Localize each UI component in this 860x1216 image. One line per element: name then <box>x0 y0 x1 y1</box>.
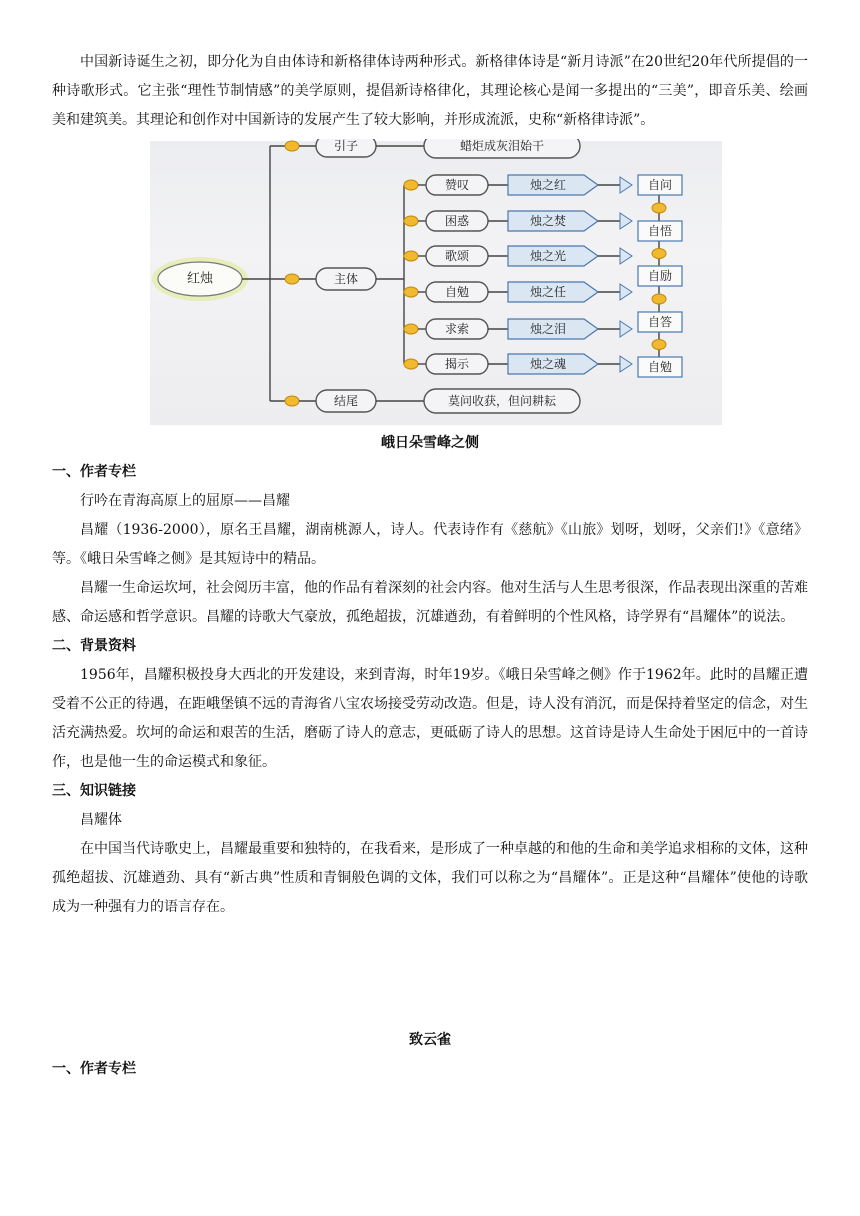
row-dot <box>404 359 418 369</box>
intro-paragraph: 中国新诗诞生之初，即分化为自由体诗和新格律体诗两种形式。新格律体诗是“新月诗派”在20世纪20年代所提倡的一种诗歌形式。它主张“理性节制情感”的美学原则，提倡新诗格律化，其理论核心是闻一多提出的“三美”，即音乐美、绘画美和建筑美。其理论和创作对中国新诗的发展产生了较大影响，并形成流派，史称“新格律诗派”。 <box>52 54 808 128</box>
arrow-head <box>620 213 632 229</box>
arrow-head <box>620 356 632 372</box>
chain-dot <box>652 203 666 213</box>
row-dot <box>404 180 418 190</box>
chain-label-3: 自答 <box>647 315 673 329</box>
row-dot <box>404 216 418 226</box>
red-candle-mindmap <box>52 139 808 427</box>
verb-label-4: 求索 <box>444 322 470 336</box>
background-paragraph: 1956年，昌耀积极投身大西北的开发建设，来到青海，时年19岁。《峨日朵雪峰之侧》作于1962年。此时的昌耀正遭受着不公正的待遇，在距峨堡镇不远的青海省八宝农场接受劳动改造。但是，诗人没有消沉，而是保持着坚定的信念，对生活充满热爱。坎坷的命运和艰苦的生活，磨砺了诗人的意志，更砥砺了诗人的思想。这首诗是诗人生命处于困厄中的一首诗作，也是他一生的命运模式和象征。 <box>52 667 808 770</box>
heading-author-2: 一、作者专栏 <box>52 1061 136 1077</box>
branch-dot <box>285 396 299 406</box>
arrow-head <box>620 284 632 300</box>
chain-dot <box>652 340 666 350</box>
chain-dot <box>652 249 666 259</box>
verb-label-1: 困惑 <box>444 214 470 228</box>
branch-label-2: 结尾 <box>333 394 359 408</box>
arrow-head <box>620 248 632 264</box>
chain-dot <box>652 294 666 304</box>
author-subtitle: 行吟在青海高原上的屈原——昌耀 <box>80 493 290 509</box>
chain-label-4: 自勉 <box>647 360 673 374</box>
author-paragraph-2: 昌耀一生命运坎坷，社会阅历丰富，他的作品有着深刻的社会内容。他对生活与人生思考很深，作品表现出深重的苦难感、命运感和哲学意识。昌耀的诗歌大气豪放，孤绝超拔，沉雄遒劲，有着鲜明的个性风格，诗学界有“昌耀体”的说法。 <box>52 580 808 625</box>
heading-background: 二、背景资料 <box>52 638 136 654</box>
root-label: 红烛 <box>186 271 214 287</box>
verb-label-3: 自勉 <box>444 285 470 299</box>
candle-label-5: 烛之魂 <box>529 357 567 371</box>
knowledge-paragraph: 在中国当代诗歌史上，昌耀最重要和独特的，在我看来，是形成了一种卓越的和他的生命和美学追求相称的文体，这种孤绝超拔、沉雄遒劲、具有“新古典”性质和青铜般色调的文体，我们可以称之为“昌耀体”。正是这种“昌耀体”使他的诗歌成为一种强有力的语言存在。 <box>52 841 808 915</box>
page-gap <box>52 922 808 1026</box>
knowledge-subtitle: 昌耀体 <box>80 812 122 828</box>
candle-label-3: 烛之任 <box>529 285 567 299</box>
row-dot <box>404 324 418 334</box>
candle-label-0: 烛之红 <box>529 178 567 192</box>
candle-label-1: 烛之焚 <box>529 214 567 228</box>
chain-label-0: 自问 <box>647 178 673 192</box>
heading-author-1: 一、作者专栏 <box>52 464 136 480</box>
verb-label-2: 歌颂 <box>444 249 470 263</box>
branch-dot <box>285 274 299 284</box>
mindmap-svg <box>52 139 808 427</box>
author-paragraph-1: 昌耀（1936-2000），原名王昌耀，湖南桃源人，诗人。代表诗作有《慈航》《山旅》划呀，划呀，父亲们!》《意绪》等。《峨日朵雪峰之侧》是其短诗中的精品。 <box>52 522 808 567</box>
heading-knowledge-link: 三、知识链接 <box>52 783 136 799</box>
candle-label-2: 烛之光 <box>529 249 567 263</box>
poem-title-1: 峨日朵雪峰之侧 <box>381 435 479 451</box>
document-page <box>52 48 808 1084</box>
content-label-2: 莫问收获，但问耕耘 <box>447 394 557 408</box>
verb-label-0: 赞叹 <box>444 178 470 192</box>
arrow-head <box>620 177 632 193</box>
content-label-0: 蜡炬成灰泪始干 <box>459 139 545 153</box>
branch-label-1: 主体 <box>333 272 359 286</box>
poem-title-2: 致云雀 <box>409 1032 451 1048</box>
candle-label-4: 烛之泪 <box>529 322 567 336</box>
arrow-head <box>620 321 632 337</box>
chain-label-1: 自悟 <box>647 224 673 238</box>
branch-label-0: 引子 <box>333 139 359 153</box>
row-dot <box>404 287 418 297</box>
verb-label-5: 揭示 <box>444 357 470 371</box>
chain-label-2: 自励 <box>647 269 673 283</box>
row-dot <box>404 251 418 261</box>
branch-dot <box>285 141 299 151</box>
